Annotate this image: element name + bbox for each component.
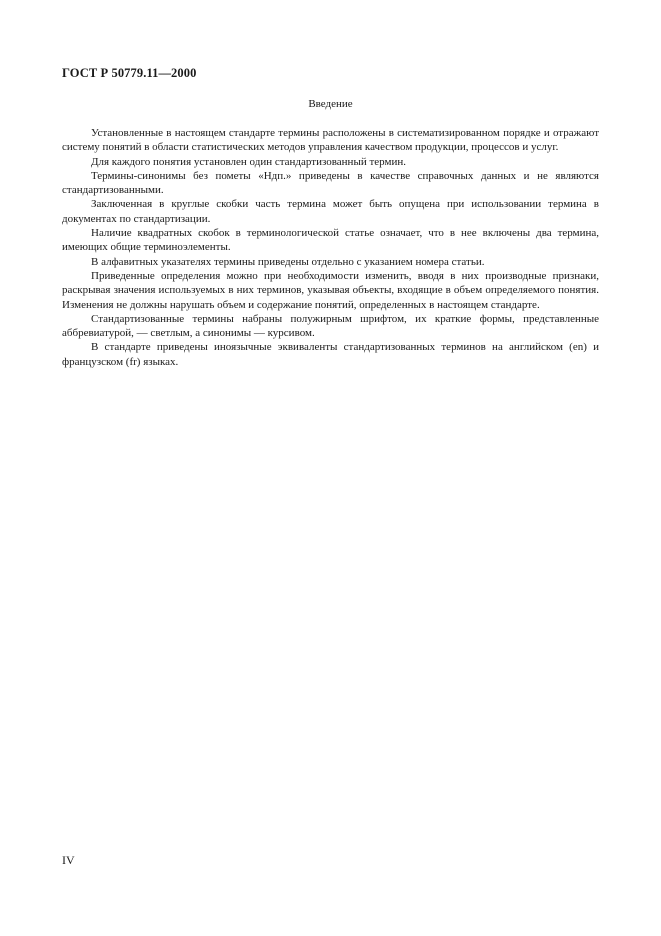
paragraph: Термины-синонимы без пометы «Ндп.» приведены в качестве справочных данных и не являются стандартизованными.: [62, 169, 599, 197]
paragraph: В алфавитных указателях термины приведены отдельно с указанием номера статьи.: [91, 255, 485, 268]
paragraph: В стандарте приведены иноязычные эквиваленты стандартизованных терминов на английском (en) и французском (fr) языках.: [62, 341, 599, 368]
paragraph: Наличие квадратных скобок в терминологической статье означает, что в нее включены два термина, имеющих общие терминоэлементы.: [62, 227, 599, 254]
paragraph: Заключенная в круглые скобки часть термина может быть опущена при использовании термина в документах по стандартизации.: [62, 198, 599, 225]
paragraph: Приведенные определения можно при необходимости изменить, вводя в них производные признаки, раскрывая значения используемых в них терминов, указывая объекты, входящие в объем определяемого понятия. Изменения не должны нарушать объем и содержание понятий, определенных в настоящем стандарте.: [62, 269, 599, 311]
page-number: IV: [62, 853, 75, 867]
paragraph: Стандартизованные термины набраны полужирным шрифтом, их краткие формы, представленные аббревиатурой, — светлым, а синонимы — курсивом.: [62, 312, 599, 340]
body-text: [62, 126, 599, 369]
document-header: ГОСТ Р 50779.11—2000: [62, 66, 197, 80]
paragraph: Для каждого понятия установлен один стандартизованный термин.: [91, 155, 406, 168]
paragraph: Установленные в настоящем стандарте термины расположены в систематизированном порядке и отражают систему понятий в области статистических методов управления качеством продукции, процессов и услуг.: [62, 127, 599, 154]
section-title: Введение: [308, 98, 353, 110]
